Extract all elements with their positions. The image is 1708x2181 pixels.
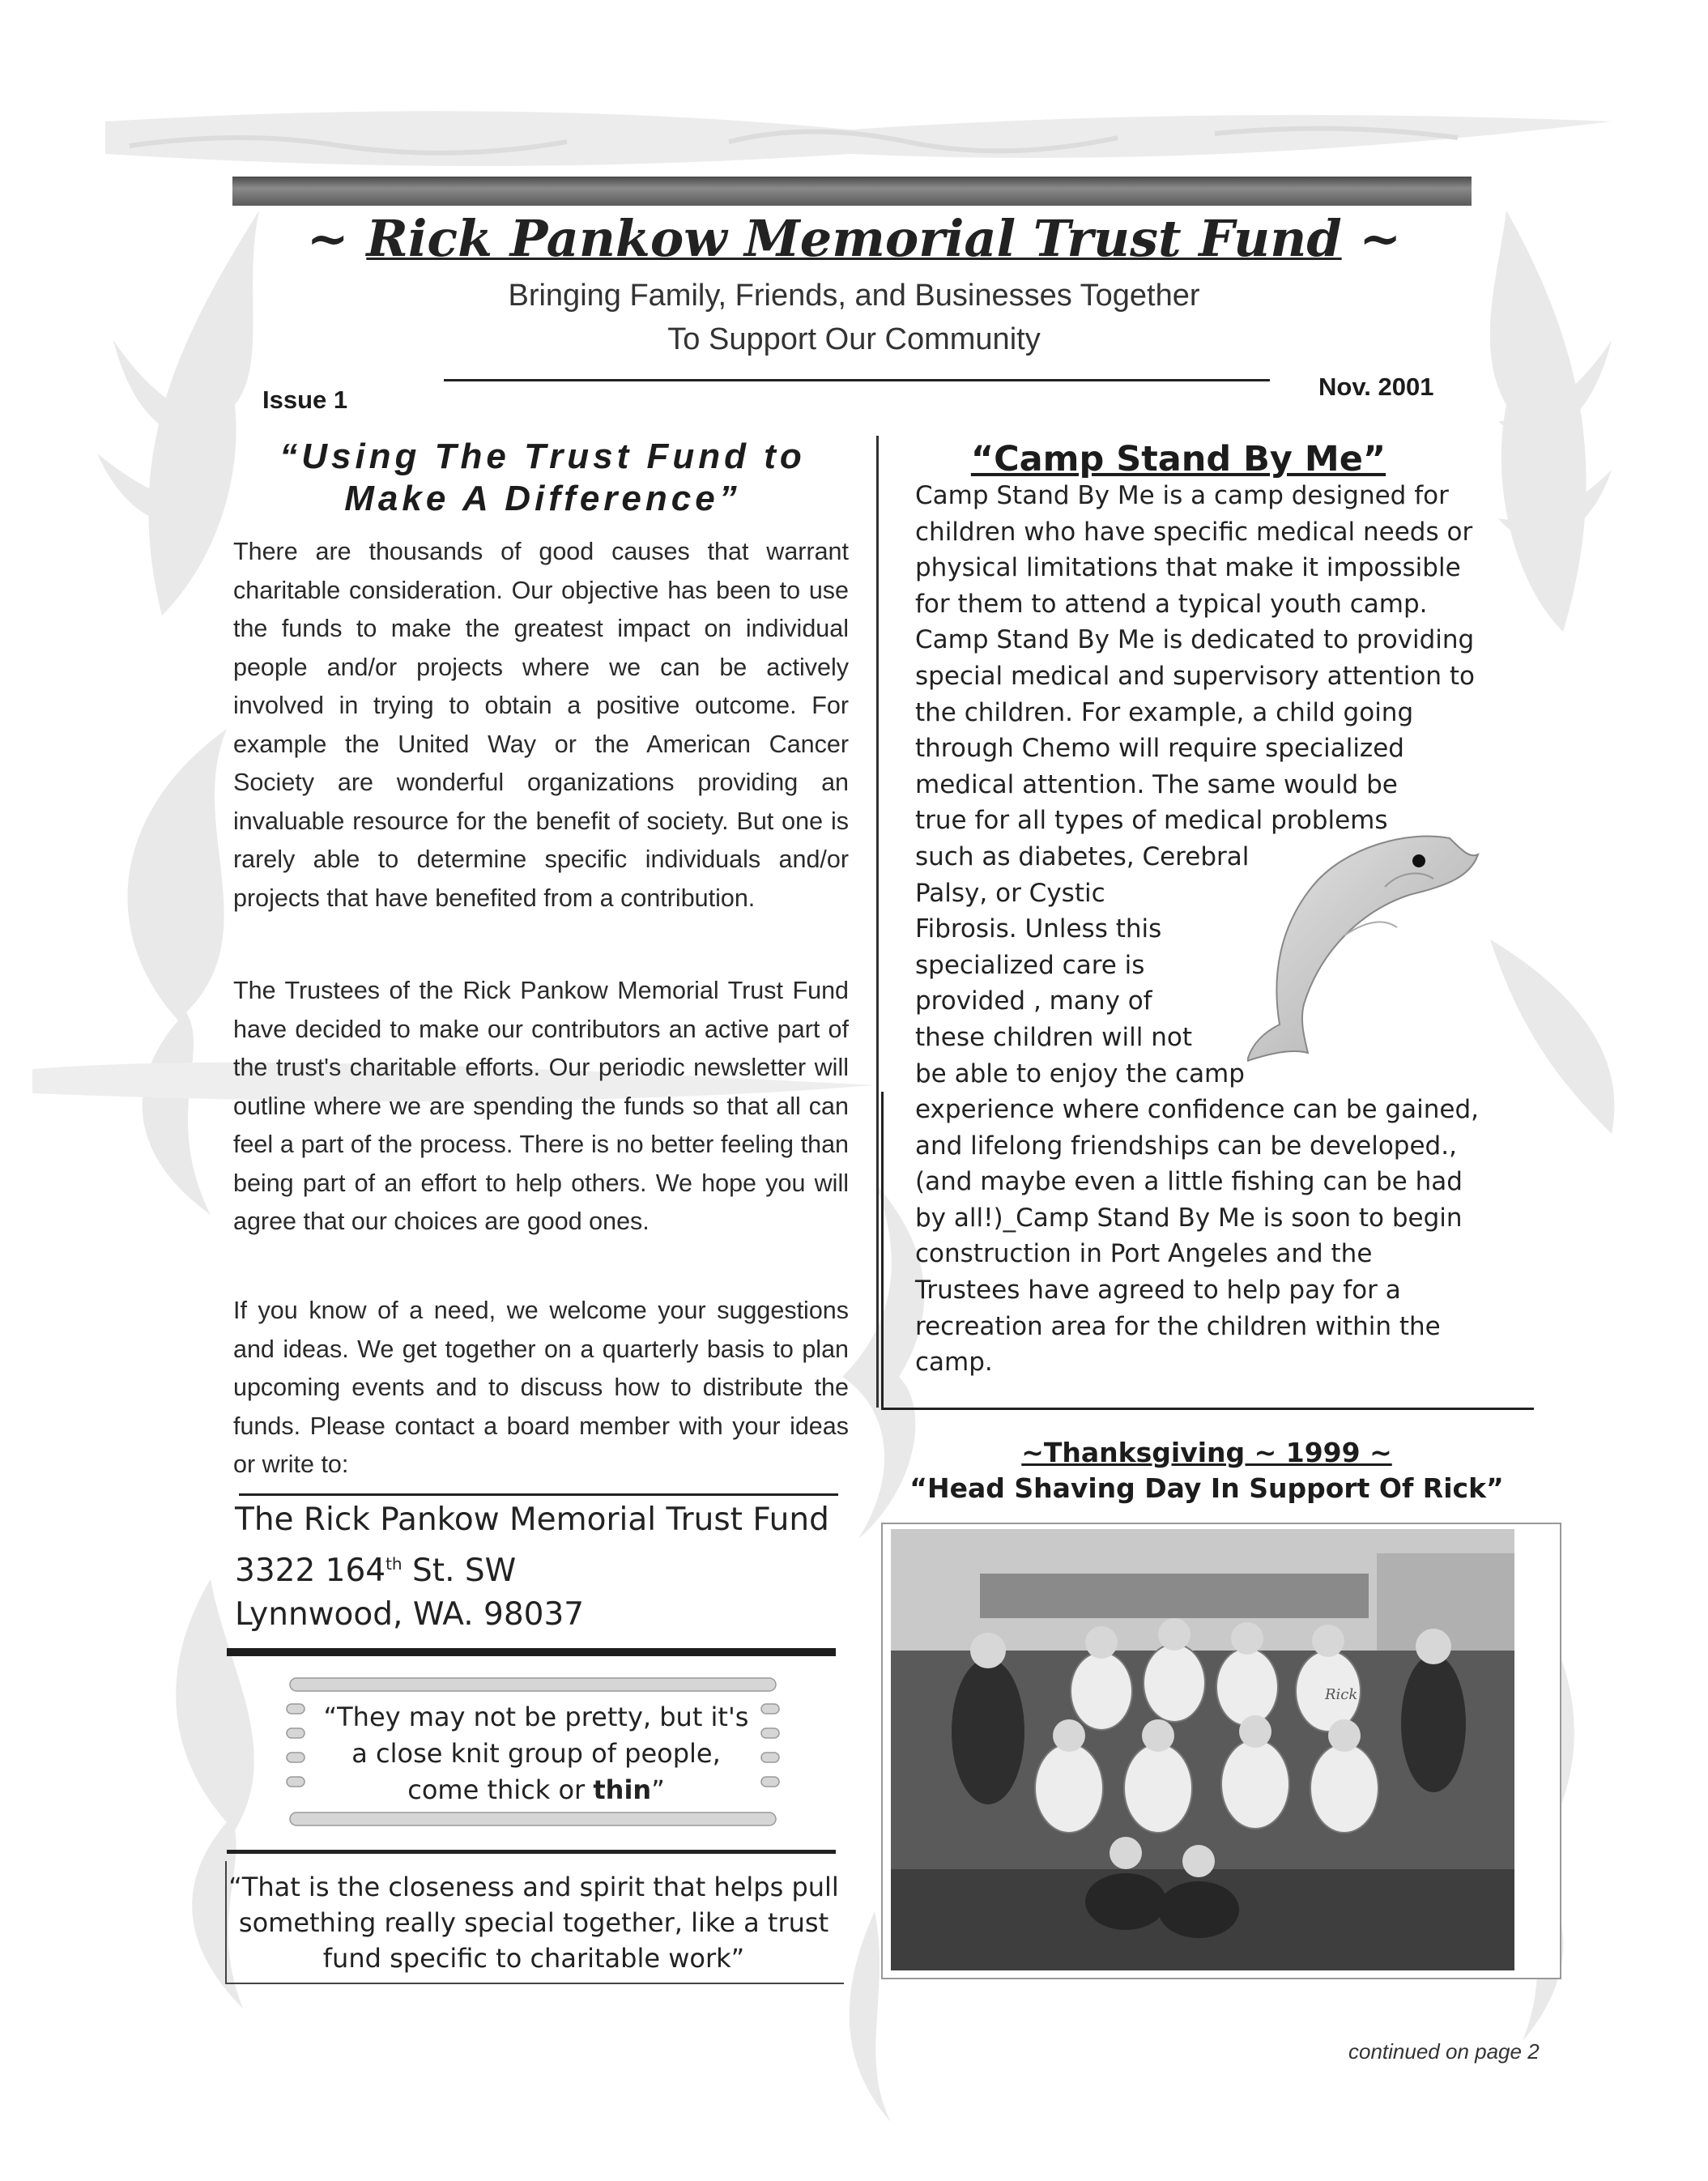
address-name: The Rick Pankow Memorial Trust Fund: [235, 1502, 829, 1538]
title-tilde-left: ~: [306, 209, 349, 268]
camp-line: experience where confidence can be gained,: [915, 1095, 1479, 1125]
camp-line: be able to enjoy the camp: [915, 1059, 1245, 1088]
quote-1-bold-word: thin: [593, 1774, 652, 1805]
camp-line: through Chemo will require specialized: [915, 734, 1404, 764]
tagline-line-2: To Support Our Community: [667, 322, 1041, 356]
photo-heading-line-1: ~Thanksgiving ~ 1999 ~: [1021, 1437, 1392, 1468]
title-tilde-right: ~: [1359, 209, 1402, 268]
camp-line: Palsy, or Cystic: [915, 878, 1105, 908]
address-street-number: 3322 164: [235, 1553, 386, 1589]
right-article-border-bottom: [881, 1408, 1534, 1410]
address-rule-top: [239, 1493, 838, 1496]
left-paragraph-1: There are thousands of good causes that warrant charitable consideration. Our objective has been to use the funds to make the greatest impact on individual people and/or projects where we can be actively involved in trying to obtain a positive outcome. For example the United Way or the American Cancer Society are wonderful organizations providing an invaluable resource for the benefit of society. But one is rarely able to determine specific individuals and/or projects that have benefited from a contribution.: [233, 538, 849, 912]
camp-line: true for all types of medical problems: [915, 806, 1388, 836]
address-city: Lynnwood, WA. 98037: [235, 1596, 585, 1633]
camp-line: specialized care is: [915, 950, 1145, 980]
camp-heading-text: “Camp Stand By Me”: [970, 439, 1386, 479]
camp-line: provided , many of: [915, 986, 1152, 1016]
camp-line: Trustees have agreed to help pay for a: [915, 1276, 1401, 1306]
quote-1-close: ”: [651, 1774, 665, 1805]
address-rule-bottom: [227, 1648, 836, 1656]
right-article-border-left: [881, 1092, 884, 1408]
issue-date: Nov. 2001: [1318, 373, 1434, 401]
camp-line: such as diabetes, Cerebral: [915, 841, 1250, 871]
issue-number: Issue 1: [262, 386, 348, 414]
camp-line: construction in Port Angeles and the: [915, 1239, 1373, 1269]
shirt-logo-text: Rick: [1325, 1686, 1358, 1703]
tagline-line-1: Bringing Family, Friends, and Businesses Together: [508, 279, 1200, 313]
address-street-suffix: th: [385, 1554, 403, 1574]
camp-line: for them to attend a typical youth camp.: [915, 589, 1428, 619]
title-text: Rick Pankow Memorial Trust Fund: [366, 209, 1342, 268]
column-divider: [876, 436, 879, 1408]
left-paragraph-2: The Trustees of the Rick Pankow Memorial Trust Fund have decided to make our contributors an active part of the trust's charitable efforts. Our periodic newsletter will outline where we are spending the funds so that all can feel a part of the process. There is no better feeling than being part of an effort to help others. We hope you will agree that our choices are good ones.: [233, 977, 849, 1235]
newsletter-title: [0, 209, 1708, 268]
continued-note: continued on page 2: [1348, 2039, 1540, 2064]
camp-line: (and maybe even a little fishing can be had: [915, 1167, 1463, 1197]
camp-line: recreation area for the children within the: [915, 1311, 1441, 1341]
camp-line: and lifelong friendships can be developed.,: [915, 1131, 1457, 1161]
fish-illustration: [1247, 822, 1482, 1065]
quote-1-text: “They may not be pretty, but it's a close knit group of people, come thick or: [323, 1702, 749, 1805]
address-street-name: St. SW: [402, 1553, 517, 1589]
camp-line: Fibrosis. Unless this: [915, 914, 1162, 944]
quote-divider: [227, 1850, 836, 1854]
mailing-address: [235, 1498, 829, 1637]
right-article-heading: [879, 439, 1478, 479]
photo-heading-line-2: “Head Shaving Day In Support Of Rick”: [909, 1472, 1504, 1504]
pull-quote-1: [317, 1699, 755, 1808]
pull-quote-2: “That is the closeness and spirit that helps pull something really special together, like a trust fund specific to charitable work”: [228, 1872, 839, 1974]
camp-line: these children will not: [915, 1022, 1192, 1052]
left-article-heading: “Using The Trust Fund to Make A Difference”: [279, 437, 806, 518]
camp-line: the children. For example, a child going: [915, 697, 1414, 727]
camp-line: physical limitations that make it impossible: [915, 553, 1461, 583]
left-paragraph-3: If you know of a need, we welcome your suggestions and ideas. We get together on a quarterly basis to plan upcoming events and to discuss how to distribute the funds. Please contact a board member with your ideas or write to:: [233, 1297, 849, 1478]
header-bar: [232, 177, 1472, 206]
header-rule: [444, 379, 1270, 381]
camp-line: by all!)_Camp Stand By Me is soon to begin: [915, 1203, 1463, 1233]
camp-line: special medical and supervisory attention to: [915, 661, 1475, 691]
camp-line: children who have specific medical needs or: [915, 517, 1473, 547]
camp-line: camp.: [915, 1348, 993, 1378]
group-photo: [891, 1529, 1514, 1970]
camp-line: Camp Stand By Me is dedicated to providing: [915, 625, 1475, 655]
camp-line: medical attention. The same would be: [915, 769, 1398, 799]
address-street: [235, 1542, 829, 1593]
photo-caption-heading: [883, 1435, 1531, 1506]
camp-line: Camp Stand By Me is a camp designed for: [915, 481, 1449, 510]
